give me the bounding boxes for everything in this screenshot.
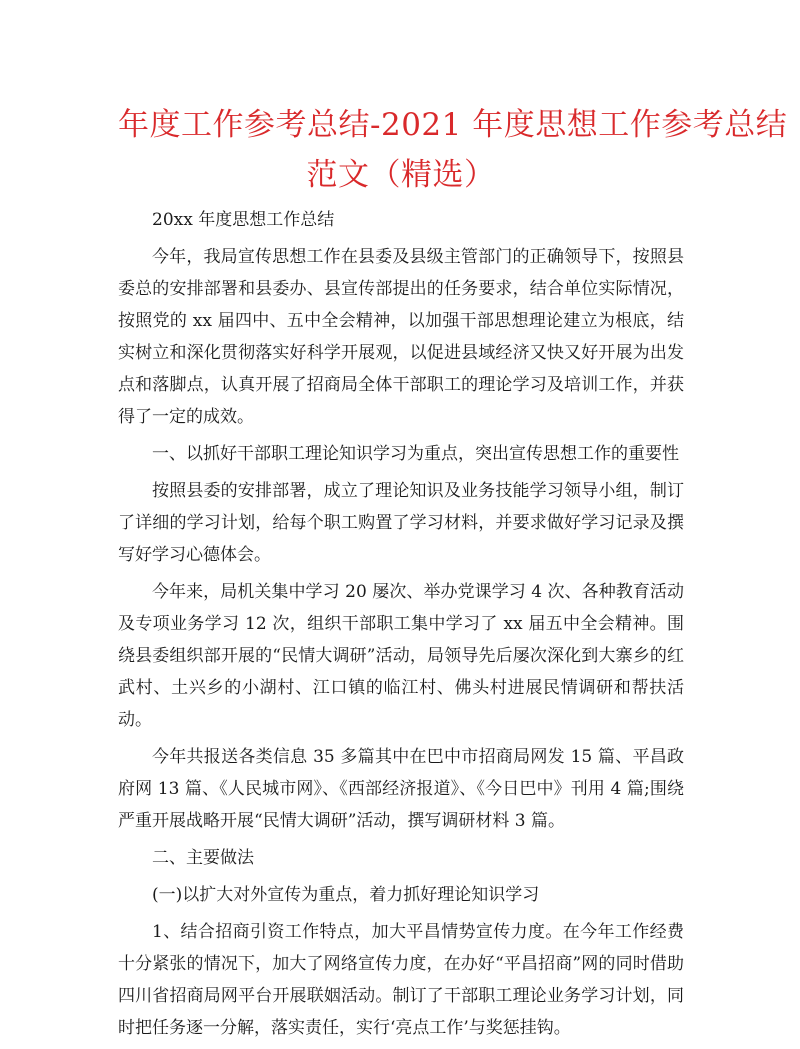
section-heading-1: 一、以抓好干部职工理论知识学习为重点，突出宣传思想工作的重要性 <box>152 444 679 464</box>
paragraph-intro: 今年，我局宣传思想工作在县委及县级主管部门的正确领导下，按照县委总的安排部署和县委办、县宣传部提出的任务要求，结合单位实际情况，按照党的 xx 届四中、五中全会精神，以加强干部思想理论建立为根底，结实树立和深化贯彻落实好科学开展观，以促进县域经济又快又好开展为出发点和落脚点，认真开展了招商局全体干部职工的理论学习及培训工作，并获得了一定的成效。 <box>118 247 684 427</box>
subsection-heading-1: (一)以扩大对外宣传为重点，着力抓好理论知识学习 <box>152 885 540 905</box>
paragraph-subtitle: 20xx 年度思想工作总结 <box>152 210 335 230</box>
section-heading-2: 二、主要做法 <box>152 848 254 868</box>
paragraph-study-plan: 按照县委的安排部署，成立了理论知识及业务技能学习领导小组，制订了详细的学习计划，给每个职工购置了学习材料，并要求做好学习记录及撰写好学习心德体会。 <box>118 481 684 565</box>
paragraph-method-1: 1、结合招商引资工作特点，加大平昌情势宣传力度。在今年工作经费十分紧张的情况下，加大了网络宣传力度，在办好“平昌招商”网的同时借助四川省招商局网平台开展联姻活动。制订了干部职工理论业务学习计划，同时把任务逐一分解，落实责任，实行‘亮点工作’与奖惩挂钩。 <box>118 922 684 1038</box>
document-page <box>118 100 788 1049</box>
document-title <box>118 100 788 200</box>
title-line-2: 范文（精选） <box>306 157 496 193</box>
paragraph-reports: 今年共报送各类信息 35 多篇其中在巴中市招商局网发 15 篇、平昌政府网 13 篇、《人民城市网》、《西部经济报道》、《今日巴中》刊用 4 篇;围绕严重开展战略开展“民情大调研”活动，撰写调研材料 3 篇。 <box>118 747 684 831</box>
document-body <box>118 204 684 1044</box>
title-line-1: 年度工作参考总结-2021 年度思想工作参考总结 <box>118 107 788 143</box>
paragraph-activities: 今年来，局机关集中学习 20 屡次、举办党课学习 4 次、各种教育活动及专项业务学习 12 次，组织干部职工集中学习了 xx 届五中全会精神。围绕县委组织部开展的“民情大调研”活动，局领导先后屡次深化到大寨乡的红武村、土兴乡的小湖村、江口镇的临江村、佛头村进展民情调研和帮扶活动。 <box>118 582 684 730</box>
